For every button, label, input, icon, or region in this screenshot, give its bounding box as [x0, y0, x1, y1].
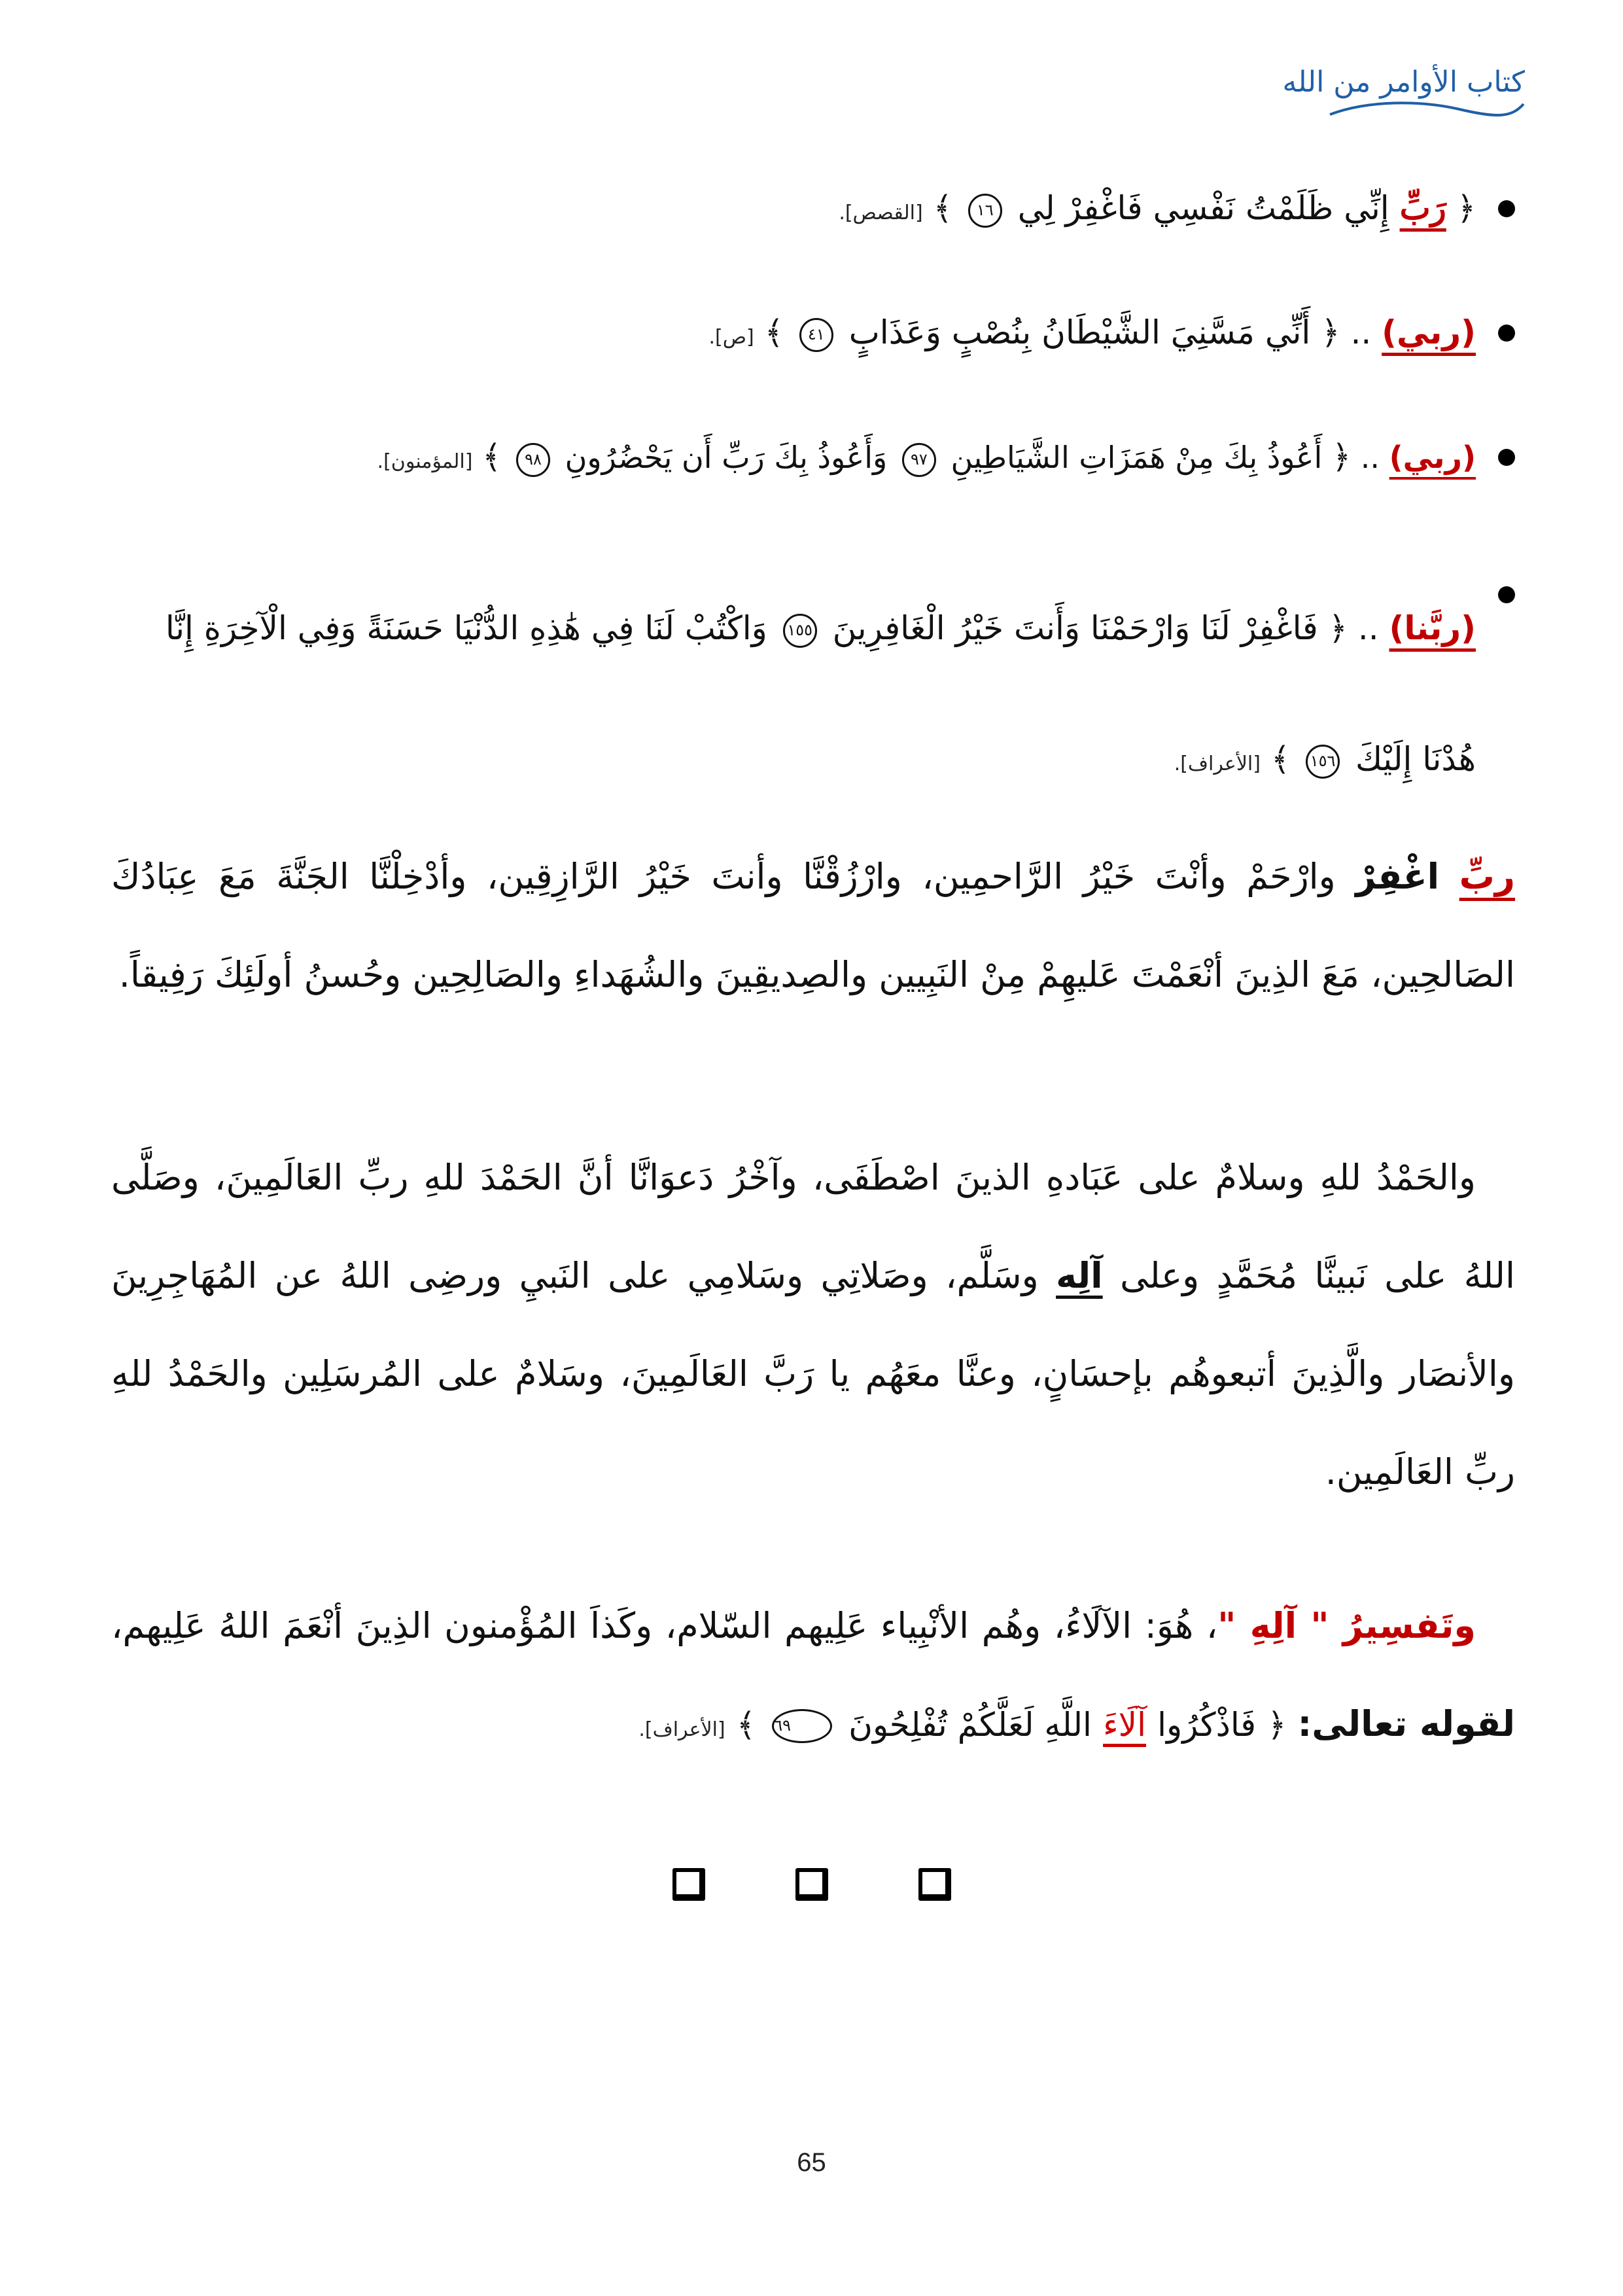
quran-verse: أَنِّي مَسَّنِيَ الشَّيْطَانُ بِنُصْبٍ وَعَذَابٍ — [848, 313, 1311, 351]
bullet-text: (ربَّنا) .. ﴿ فَاغْفِرْ لَنَا وَارْحَمْنَا وَأَنتَ خَيْرُ الْغَافِرِينَ ١٥٥ وَاكْتُبْ لَنَا فِي هَٰذِهِ الدُّنْيَا حَسَنَةً وَفِي الْآخِرَةِ إِنَّا هُدْنَا إِلَيْكَ ١٥٦ ﴾ [الأعراف]. — [165, 609, 1476, 778]
aal-word: آلِه — [1056, 1255, 1103, 1296]
bullet-label: (ربي) — [1382, 313, 1476, 351]
running-header — [1283, 65, 1526, 120]
ayah-number: ١٥٦ — [1306, 745, 1340, 779]
paragraph-text: وارْحَمْ وأنْتَ خَيْرُ الرَّاحمِين، وارْزُقْنَّا وأنتَ خَيْرُ الرَّازِقِين، وأدْخِلْنَّا الجَنَّةَ مَعَ عِبَادُكَ الصَالحِين، مَعَ الذِينَ أنْعَمْتَ عَليهِمْ مِنْ النَبِيين والصِديقِينَ والشُهَداءِ والصَالِحِين وحُسنُ أولَئِكَ رَفِيقاً. — [111, 856, 1515, 995]
bullet-list-item — [111, 425, 1515, 493]
quran-verse: فَاغْفِرْ لَنَا وَارْحَمْنَا وَأَنتَ خَيْرُ الْغَافِرِينَ — [832, 609, 1318, 647]
quran-verse: وَأَعُوذُ بِكَ رَبِّ أَن يَحْضُرُونِ — [565, 440, 888, 475]
bullet-icon — [1498, 325, 1515, 342]
paragraph-text: والحَمْدُ للهِ وسلامٌ على عَبَادهِ الذينَ اصْطَفَى، وآخْرُ دَعوَانَّا أنَّ الحَمْدَ للهِ ربِّ العَالَمِينَ، وصَلَّى اللهُ على نَبينَّا مُحَمَّدٍ وعلى — [111, 1157, 1516, 1296]
quote-intro: لقوله تعالى: — [1297, 1703, 1515, 1744]
quran-verse-highlight: آلَاءَ — [1103, 1706, 1146, 1744]
paragraph-text: وسَلَّم، وصَلاتِي وسَلامِي على النَبيِ ورضِى اللهُ عن المُهَاجِرِينَ والأنصَار والَّذِينَ أتبعوهُم بإحسَانٍ، وعنَّا معَهُم يا رَبَّ العَالَمِينَ، وسَلامٌ على المُرسَلِين والحَمْدُ للهِ ربِّ العَالَمِين. — [111, 1255, 1515, 1492]
bullet-label: (ربي) — [1389, 440, 1476, 475]
surah-reference: [الأعراف]. — [1174, 752, 1261, 775]
header-swash-ornament — [1329, 97, 1525, 120]
ayah-number: ٤١ — [799, 318, 833, 352]
surah-reference: [القصص]. — [839, 202, 923, 224]
page-number: 65 — [797, 2148, 826, 2177]
ayah-number: ١٦ — [968, 194, 1002, 228]
bullet-list-item — [111, 301, 1515, 369]
bullet-text: (ربي) .. ﴿ أَعُوذُ بِكَ مِنْ هَمَزَاتِ الشَّيَاطِينِ ٩٧ وَأَعُوذُ بِكَ رَبِّ أَن يَحْضُرُونِ ٩٨ ﴾ [المؤمنون]. — [377, 438, 1476, 476]
bullet-text: ﴿ رَبِّ إِنِّي ظَلَمْتُ نَفْسِي فَاغْفِرْ لِي ١٦ ﴾ [القصص]. — [839, 188, 1476, 227]
square-ornament-icon — [918, 1868, 951, 1901]
bullet-icon — [1498, 586, 1515, 603]
quran-verse: رَبِّ إِنِّي ظَلَمْتُ نَفْسِي فَاغْفِرْ لِي — [1017, 188, 1446, 227]
tafsir-lead: وتَفسِيرُ " آلِهِ " — [1217, 1605, 1476, 1646]
ayah-number: ١٥٥ — [783, 614, 817, 648]
paragraph-text: ، هُوَ: الآلَاءُ، وهُم الأنْبِياء عَلِيهم السّلام، وكَذاَ المُؤْمنون الذِينَ أنْعَمَ اللهُ عَلِيهم، — [111, 1605, 1218, 1646]
quran-verse: فَاذْكُرُوا — [1157, 1706, 1256, 1744]
surah-reference: [ص]. — [708, 326, 754, 349]
bullet-text: (ربي) .. ﴿ أَنِّي مَسَّنِيَ الشَّيْطَانُ بِنُصْبٍ وَعَذَابٍ ٤١ ﴾ [ص]. — [708, 313, 1476, 351]
paragraph-lead-word: اغْفِرْ — [1355, 856, 1440, 897]
paragraph-dua — [111, 828, 1515, 1024]
bullet-list-item — [111, 177, 1515, 245]
bullet-label: (ربَّنا) — [1389, 609, 1476, 647]
quran-verse: اللَّهِ لَعَلَّكُمْ تُفْلِحُونَ — [848, 1706, 1092, 1744]
paragraph-tafsir: وتَفسِيرُ " آلِهِ "، هُوَ: الآلَاءُ، وهُم الأنْبِياء عَلِيهم السّلام، وكَذاَ المُؤْمنون الذِينَ أنْعَمَ اللهُ عَلِيهم، لقوله تعالى: ﴿ فَاذْكُرُوا آلَاءَ اللَّهِ لَعَلَّكُمْ تُفْلِحُونَ ٦٩ ﴾ [الأعراف]. — [111, 1605, 1515, 1744]
ayah-number: ٩٨ — [516, 443, 550, 477]
section-separator — [0, 1868, 1623, 1901]
surah-reference: [الأعراف]. — [638, 1718, 725, 1741]
header-title: كتاب الأوامر من الله — [1282, 65, 1525, 99]
ayah-number: ٩٧ — [902, 443, 936, 477]
paragraph-closing — [111, 1129, 1515, 1521]
bullet-icon — [1498, 200, 1515, 217]
paragraph-lead: ربِّ — [1459, 856, 1516, 897]
ayah-number: ٦٩ — [772, 1709, 832, 1743]
bullet-list-item — [111, 563, 1515, 830]
square-ornament-icon — [795, 1868, 828, 1901]
surah-reference: [المؤمنون]. — [377, 450, 473, 473]
bullet-icon — [1498, 449, 1515, 466]
quran-verse: أَعُوذُ بِكَ مِنْ هَمَزَاتِ الشَّيَاطِينِ — [951, 440, 1323, 475]
quran-verse: وَاكْتُبْ لَنَا فِي هَٰذِهِ الدُّنْيَا حَسَنَةً وَفِي الْآخِرَةِ إِنَّا هُدْنَا إِلَيْكَ — [165, 609, 1476, 778]
square-ornament-icon — [672, 1868, 705, 1901]
